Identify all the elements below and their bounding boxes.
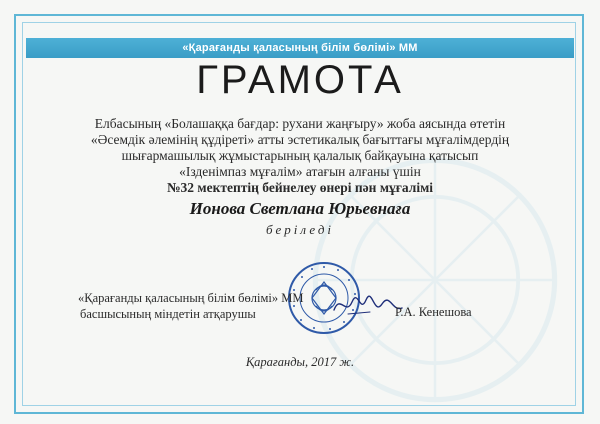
- document-title: ГРАМОТА: [196, 58, 404, 102]
- signatory-position: басшысының міндетін атқарушы: [80, 307, 256, 321]
- awarded-label: беріледі: [265, 222, 335, 237]
- place-date: Қарағанды, 2017 ж.: [245, 355, 355, 369]
- signatory-name: Р.А. Кенешова: [395, 305, 472, 319]
- citation-line-4: «Ізденімпаз мұғалім» атағын алғаны үшін: [179, 164, 421, 179]
- citation-line-5: №32 мектептің бейнелеу өнері пән мұғалімі: [166, 180, 434, 195]
- citation-line-1: Елбасының «Болашаққа бағдар: рухани жаңғыру» жоба аясында өтетін: [94, 116, 506, 131]
- recipient-name: Ионова Светлана Юрьевнаға: [189, 199, 411, 218]
- signatory-organization: «Қарағанды қаласының білім бөлімі» ММ: [78, 291, 304, 305]
- citation-line-3: шығармашылық жұмыстарының қалалық байқауына қатысып: [121, 148, 479, 163]
- citation-line-2: «Әсемдік әлемінің құдіреті» атты эстетикалық бағыттағы мұғалімдердің: [90, 132, 510, 147]
- signatory-block: [58, 290, 358, 322]
- header-band: [26, 38, 574, 58]
- citation-text: [40, 116, 560, 196]
- header-organization: «Қарағанды қаласының білім бөлімі» ММ: [182, 42, 418, 54]
